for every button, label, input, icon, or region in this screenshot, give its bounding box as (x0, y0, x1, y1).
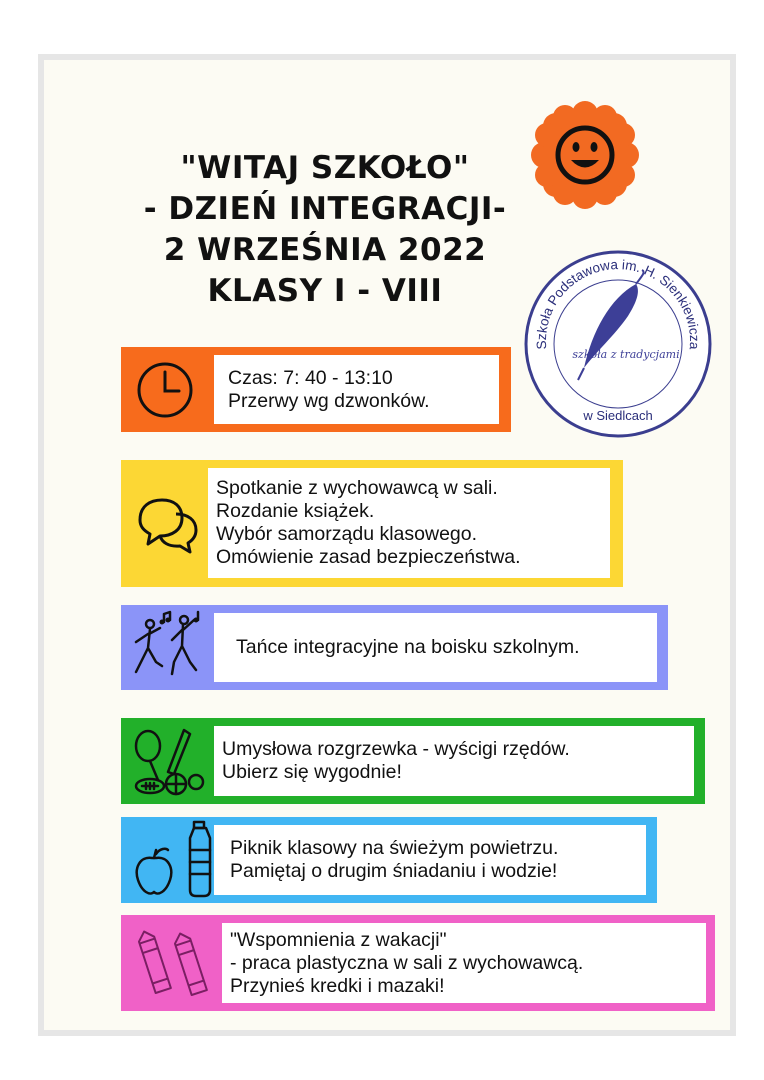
section-line: Spotkanie z wychowawcą w sali. (216, 477, 498, 499)
dancers-icon (128, 608, 210, 686)
section-line: Ubierz się wygodnie! (222, 761, 402, 783)
speech-bubbles-icon (134, 492, 200, 556)
section-line: - praca plastyczna w sali z wychowawcą. (230, 951, 584, 974)
crayons-icon (132, 926, 212, 998)
section-line: Omówienie zasad bezpieczeństwa. (216, 546, 521, 568)
picnic-text (214, 825, 646, 895)
section-line: Umysłowa rozgrzewka - wyścigi rzędów. (222, 738, 570, 760)
section-line: Pamiętaj o drugim śniadaniu i wodzie! (230, 860, 558, 882)
art-text (222, 923, 706, 1003)
class-meeting-text (208, 468, 610, 578)
section-line: Tańce integracyjne na boisku szkolnym. (236, 636, 580, 658)
apple-bottle-icon (132, 818, 212, 900)
sports-equipment-icon (128, 724, 206, 798)
poster-title (100, 148, 550, 312)
section-line: Wybór samorządu klasowego. (216, 523, 478, 545)
title-line: "WITAJ SZKOŁO" (180, 150, 470, 186)
section-line: Piknik klasowy na świeżym powietrzu. (230, 837, 559, 859)
clock-icon (135, 360, 195, 420)
warmup-text (214, 726, 694, 796)
school-stamp (518, 240, 718, 440)
title-line: KLASY I - VIII (207, 273, 443, 309)
section-line: Czas: 7: 40 - 13:10 (228, 366, 393, 389)
section-line: Przynieś kredki i mazaki! (230, 974, 445, 997)
title-line: 2 WRZEŚNIA 2022 (163, 232, 487, 268)
stamp-signature: szkoła z tradycjami (572, 348, 680, 361)
stamp-bottom-text: w Siedlcach (583, 408, 653, 423)
dance-text (214, 613, 657, 682)
section-line: "Wspomnienia z wakacji" (230, 928, 447, 951)
smiley-sun-icon (530, 100, 640, 210)
section-line: Rozdanie książek. (216, 500, 375, 522)
stamp-ring-text: Szkoła Podstawowa im. H. Sienkiewicza (533, 257, 703, 351)
section-line: Przerwy wg dzwonków. (228, 389, 430, 412)
schedule-text (214, 355, 499, 424)
title-line: - DZIEŃ INTEGRACJI- (143, 191, 507, 227)
